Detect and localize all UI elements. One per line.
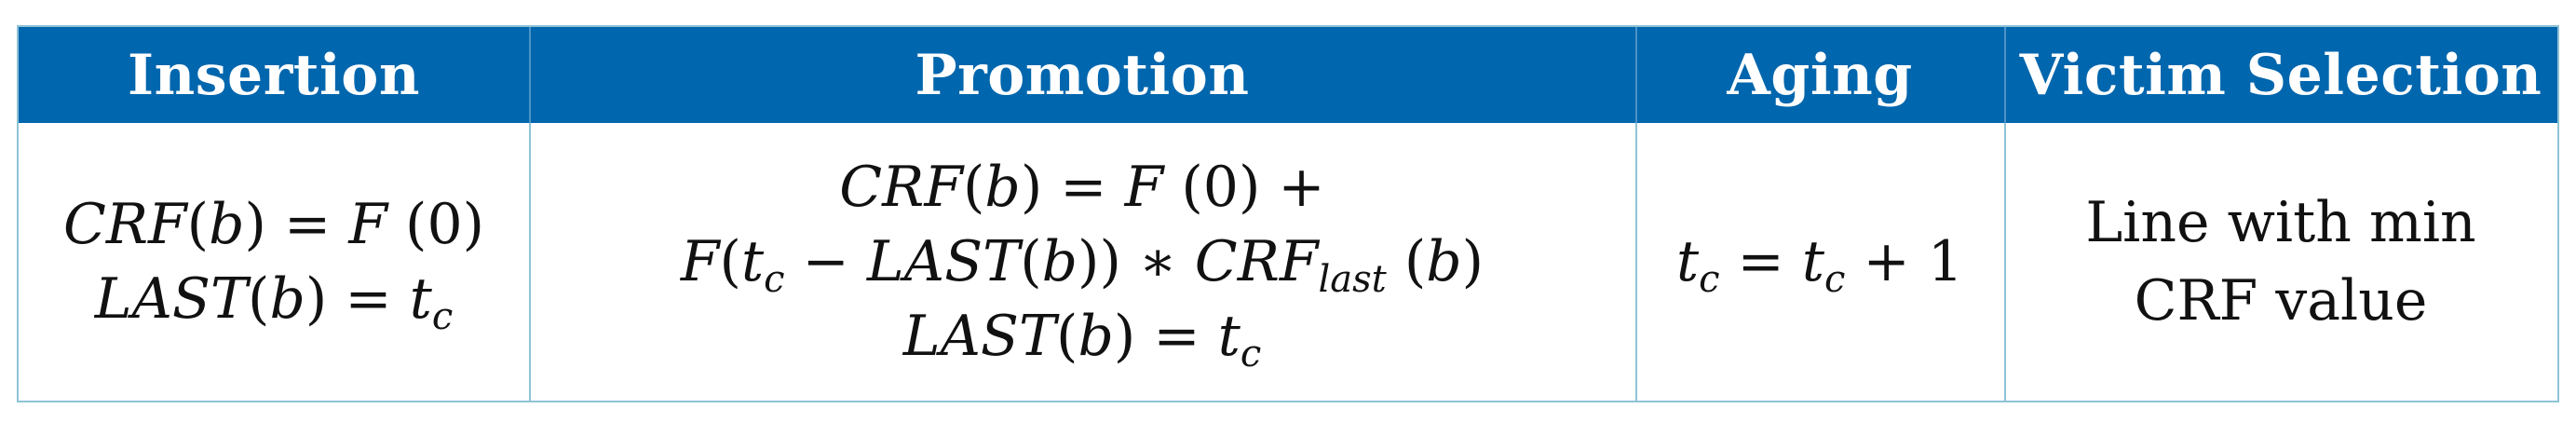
header-divider bbox=[529, 27, 531, 123]
formula-last-init: LAST(b) = $t_c$ bbox=[94, 266, 454, 338]
header-insertion: Insertion bbox=[128, 42, 420, 108]
cell-promotion bbox=[529, 123, 1635, 401]
formula-last-update: LAST(b) = $t_c$ bbox=[902, 304, 1262, 375]
cell-insertion bbox=[19, 123, 529, 401]
column-divider bbox=[1635, 123, 1637, 401]
header-victim-selection: Victim Selection bbox=[2019, 42, 2542, 108]
cell-aging bbox=[1635, 123, 2004, 401]
header-divider bbox=[1635, 27, 1637, 123]
header-divider bbox=[2004, 27, 2006, 123]
table-body-row bbox=[19, 123, 2557, 401]
header-promotion: Promotion bbox=[915, 42, 1250, 108]
formula-aging: $t_c = t_c + 1$ bbox=[1675, 229, 1964, 301]
victim-text-line2: CRF value bbox=[2134, 268, 2428, 334]
table-header-row bbox=[19, 27, 2557, 123]
column-divider bbox=[2004, 123, 2006, 401]
header-aging: Aging bbox=[1727, 42, 1913, 108]
formula-crf-update-a: CRF(b) = F (0) + bbox=[839, 155, 1325, 220]
formula-crf-init: CRF(b) = F (0) bbox=[62, 192, 485, 257]
column-divider bbox=[529, 123, 531, 401]
formula-crf-update-b: $F(t_c$ − LAST(b)) ∗ $CRF_{last}$ (b) bbox=[680, 229, 1485, 301]
victim-text-line1: Line with min bbox=[2085, 190, 2476, 255]
cell-victim-selection bbox=[2004, 123, 2557, 401]
policy-table bbox=[17, 25, 2559, 402]
